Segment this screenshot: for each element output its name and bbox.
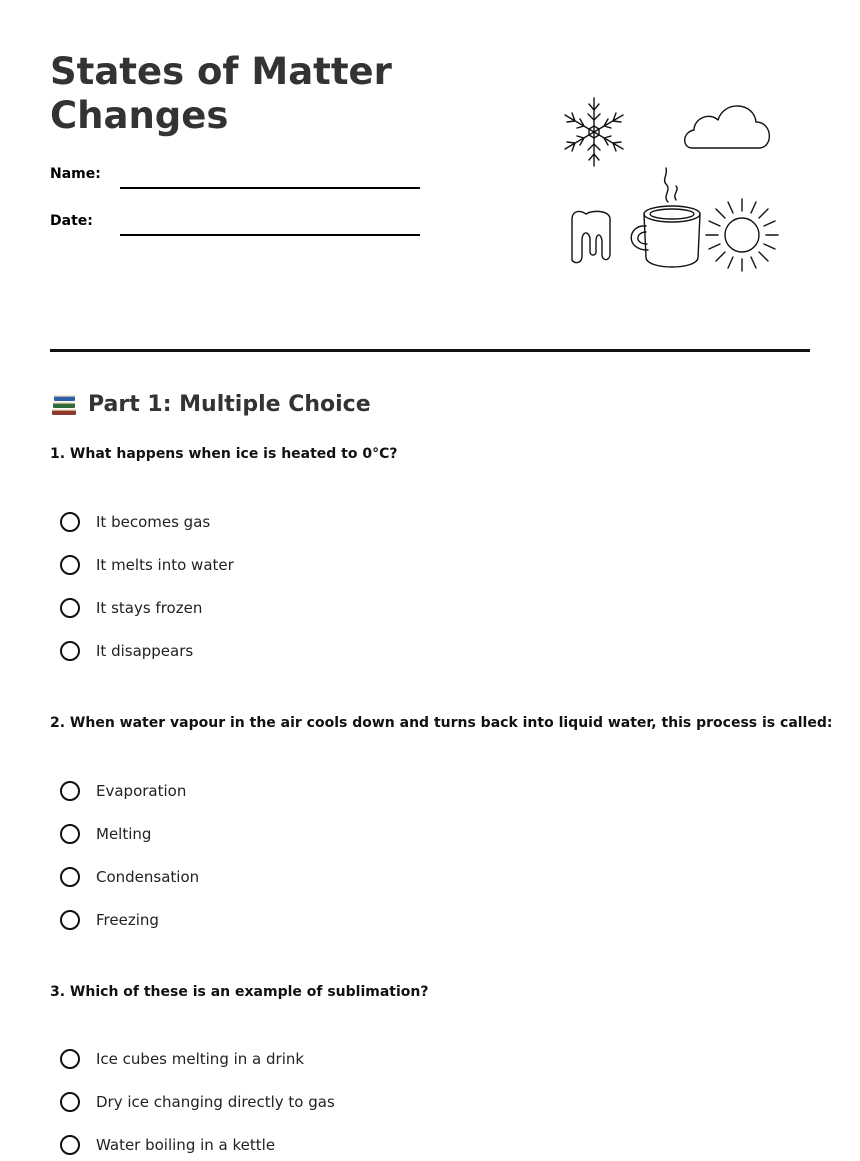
option-2b[interactable] <box>60 821 151 847</box>
option-label: Freezing <box>96 911 159 929</box>
name-label: Name: <box>50 166 101 182</box>
option-label: It melts into water <box>96 556 234 574</box>
section-title: Part 1: Multiple Choice <box>88 391 371 417</box>
option-label: Evaporation <box>96 782 187 800</box>
date-field[interactable] <box>120 234 420 236</box>
sun-icon <box>706 199 778 271</box>
option-1c[interactable] <box>60 595 202 621</box>
cloud-icon <box>685 106 770 148</box>
option-label: Condensation <box>96 868 200 886</box>
radio-button[interactable] <box>60 867 80 887</box>
radio-button[interactable] <box>60 1092 80 1112</box>
radio-button[interactable] <box>60 781 80 801</box>
radio-button[interactable] <box>60 598 80 618</box>
option-label: Melting <box>96 825 152 843</box>
snowflake-icon <box>565 98 623 166</box>
option-2d[interactable] <box>60 907 159 933</box>
melting-ice-icon <box>572 211 610 262</box>
section-header <box>50 388 371 420</box>
name-field[interactable] <box>120 187 420 189</box>
option-2a[interactable] <box>60 778 186 804</box>
option-2c[interactable] <box>60 864 199 890</box>
page-title: States of Matter Changes <box>50 50 392 137</box>
option-label: It disappears <box>96 642 194 660</box>
radio-button[interactable] <box>60 555 80 575</box>
option-label: Ice cubes melting in a drink <box>96 1050 305 1068</box>
date-label: Date: <box>50 213 93 229</box>
option-1b[interactable] <box>60 552 234 578</box>
option-3c[interactable] <box>60 1132 275 1158</box>
section-divider <box>50 349 810 352</box>
radio-button[interactable] <box>60 1135 80 1155</box>
hot-mug-icon <box>631 168 700 267</box>
option-3a[interactable] <box>60 1046 304 1072</box>
radio-button[interactable] <box>60 824 80 844</box>
option-label: Water boiling in a kettle <box>96 1136 276 1154</box>
option-label: Dry ice changing directly to gas <box>96 1093 335 1111</box>
radio-button[interactable] <box>60 512 80 532</box>
books-icon <box>50 390 78 418</box>
radio-button[interactable] <box>60 910 80 930</box>
question-2: 2. When water vapour in the air cools down and turns back into liquid water, this process is called: <box>50 715 833 731</box>
option-1a[interactable] <box>60 509 210 535</box>
option-3b[interactable] <box>60 1089 335 1115</box>
radio-button[interactable] <box>60 1049 80 1069</box>
option-1d[interactable] <box>60 638 193 664</box>
radio-button[interactable] <box>60 641 80 661</box>
question-1: 1. What happens when ice is heated to 0°C? <box>50 446 398 462</box>
states-of-matter-illustration <box>550 92 790 282</box>
option-label: It becomes gas <box>96 513 211 531</box>
option-label: It stays frozen <box>96 599 203 617</box>
question-3: 3. Which of these is an example of sublimation? <box>50 984 429 1000</box>
